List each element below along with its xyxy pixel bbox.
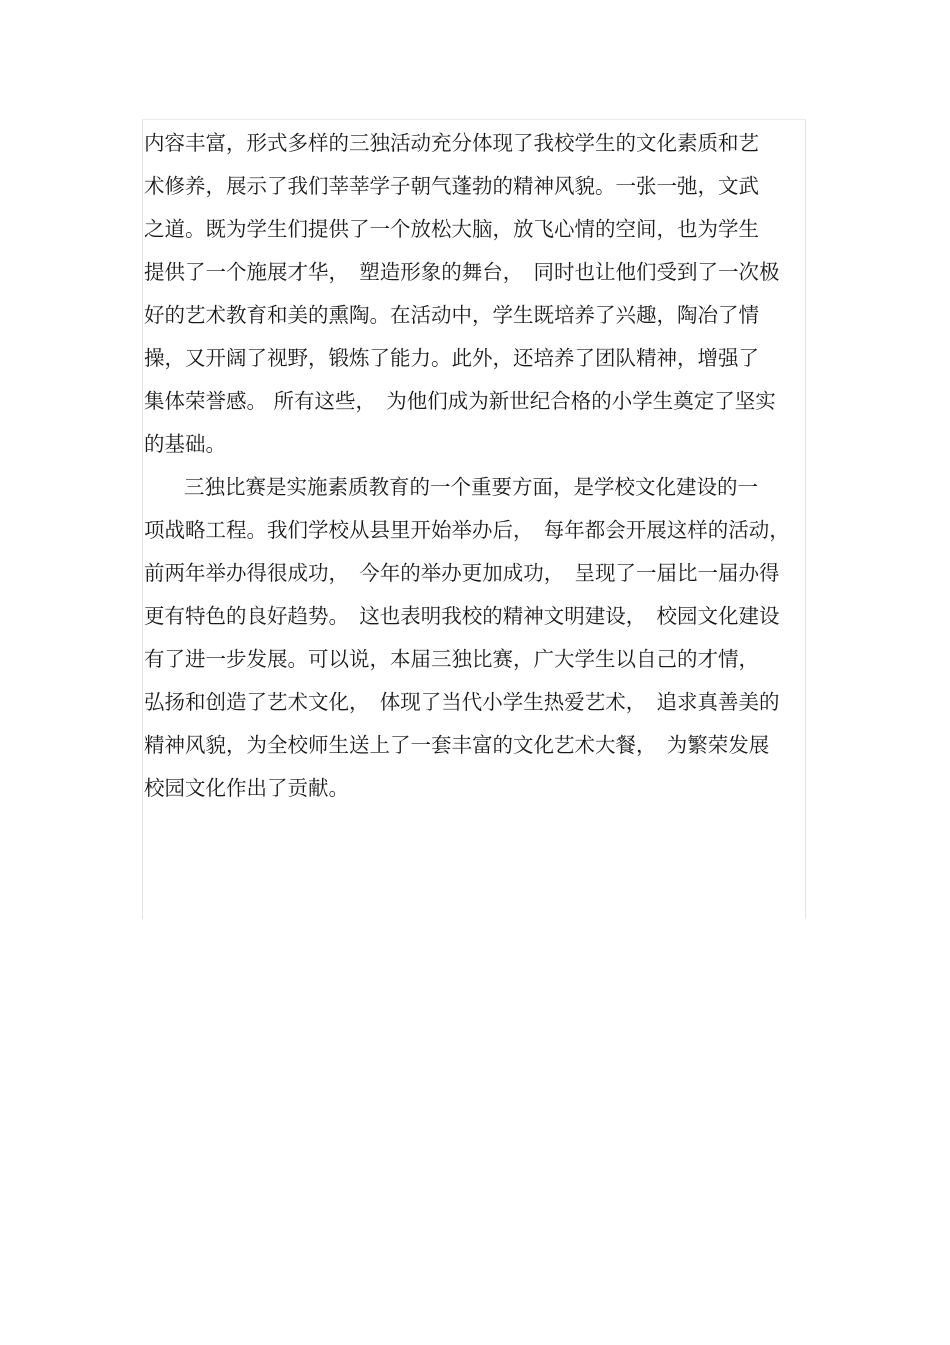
text-line: 项战略工程。我们学校从县里开始举办后， 每年都会开展这样的活动， [144, 518, 790, 542]
text-line: 校园文化作出了贡献。 [144, 776, 349, 800]
text-line: 集体荣誉感。 所有这些， 为他们成为新世纪合格的小学生奠定了坚实 [144, 389, 776, 413]
text-line: 的基础。 [144, 432, 226, 456]
text-line: 之道。既为学生们提供了一个放松大脑，放飞心情的空间，也为学生 [144, 217, 759, 241]
text-line: 精神风貌，为全校师生送上了一套丰富的文化艺术大餐， 为繁荣发展 [144, 733, 770, 757]
paragraph-2 [144, 466, 804, 810]
text-line: 三独比赛是实施素质教育的一个重要方面，是学校文化建设的一 [184, 475, 758, 499]
text-line: 前两年举办得很成功， 今年的举办更加成功， 呈现了一届比一届办得 [144, 561, 780, 585]
document-body [144, 122, 804, 810]
text-line: 内容丰富，形式多样的三独活动充分体现了我校学生的文化素质和艺 [144, 131, 759, 155]
text-line: 好的艺术教育和美的熏陶。在活动中，学生既培养了兴趣，陶冶了情 [144, 303, 759, 327]
text-line: 有了进一步发展。可以说，本届三独比赛，广大学生以自己的才情， [144, 647, 759, 671]
text-line: 术修养，展示了我们莘莘学子朝气蓬勃的精神风貌。一张一弛，文武 [144, 174, 759, 198]
text-line: 更有特色的良好趋势。 这也表明我校的精神文明建设， 校园文化建设 [144, 604, 780, 628]
text-line: 提供了一个施展才华， 塑造形象的舞台， 同时也让他们受到了一次极 [144, 260, 780, 284]
text-line: 弘扬和创造了艺术文化， 体现了当代小学生热爱艺术， 追求真善美的 [144, 690, 780, 714]
text-line: 操，又开阔了视野，锻炼了能力。此外，还培养了团队精神，增强了 [144, 346, 759, 370]
paragraph-1 [144, 122, 804, 466]
